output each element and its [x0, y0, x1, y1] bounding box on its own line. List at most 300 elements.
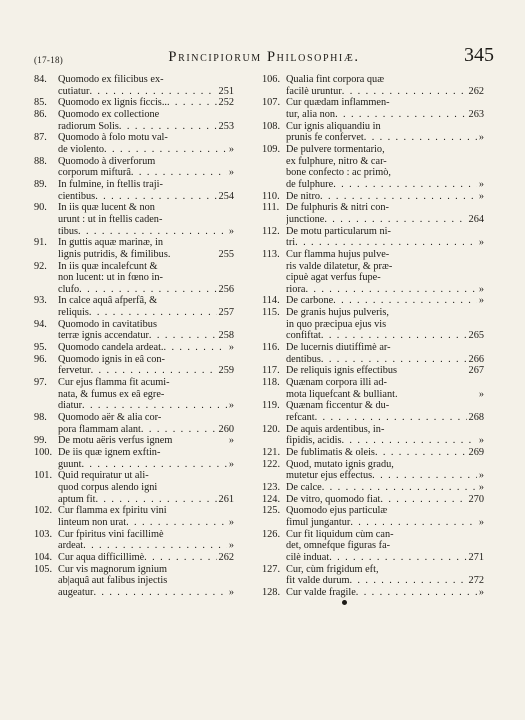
entry-number: 111. — [262, 202, 280, 214]
entry-text: Qualia fint corpora quæ — [286, 74, 385, 85]
entry-page-ref: 269 — [468, 447, 484, 458]
entry-text: dentibus — [286, 353, 321, 365]
entry-text: fipidis, acidis — [286, 435, 342, 447]
entry-page-ref: » — [228, 540, 234, 552]
dot-leader — [95, 191, 216, 203]
dot-leader — [321, 354, 467, 366]
entry-number: 89. — [34, 178, 47, 190]
index-entry — [262, 494, 484, 506]
entry-line — [286, 109, 484, 121]
entry-text: confiftat — [286, 330, 321, 342]
entry-page-ref: » — [228, 516, 234, 528]
entry-text: tri — [286, 237, 296, 249]
entry-page-ref: » — [228, 167, 234, 179]
entry-text: ab|aquâ aut falibus injectis — [58, 575, 168, 587]
entry-line — [58, 226, 234, 238]
entry-text: de fulphure — [286, 178, 334, 190]
entry-number: 107. — [262, 97, 281, 109]
dot-leader — [104, 144, 227, 156]
entry-line — [58, 191, 234, 203]
entry-text: tibus — [58, 225, 79, 237]
entry-line — [286, 167, 484, 179]
dot-leader — [149, 330, 217, 342]
entry-text: nata, & fumus ex eâ egre- — [58, 388, 165, 400]
entry-text: ris valde dilatetur, & præ- — [286, 260, 393, 272]
entry-number: 98. — [34, 412, 47, 424]
entry-page-ref: 255 — [218, 248, 234, 260]
dot-leader — [320, 191, 477, 203]
entry-text: junctione — [286, 213, 325, 225]
index-entry — [262, 249, 484, 296]
entry-text: facilè uruntur — [286, 85, 342, 97]
entry-text: cipuè agat verfus fupe- — [286, 272, 381, 284]
entry-line — [58, 540, 234, 552]
index-entry — [34, 435, 234, 447]
entry-page-ref: » — [478, 481, 484, 493]
entry-number: 90. — [34, 202, 47, 214]
entry-page-ref: 268 — [468, 412, 484, 424]
dot-leader — [333, 295, 477, 307]
entry-text: Quomodo aër & alia cor- — [58, 412, 162, 424]
entry-text: De pulvere tormentario, — [286, 143, 385, 155]
index-entry — [34, 354, 234, 377]
entry-number: 128. — [262, 586, 281, 598]
entry-line — [286, 424, 484, 436]
entry-line — [286, 552, 484, 564]
entry-page-ref: 260 — [218, 423, 234, 435]
entry-line — [58, 412, 234, 424]
dot-leader — [89, 307, 217, 319]
entry-line — [58, 249, 234, 261]
entry-number: 116. — [262, 342, 280, 354]
entry-page-ref: » — [478, 435, 484, 447]
entry-line — [58, 575, 234, 587]
entry-text: diatur — [58, 400, 83, 412]
entry-page-ref: » — [478, 388, 484, 400]
entry-page-ref: 272 — [468, 575, 484, 587]
dot-leader — [91, 365, 217, 377]
entry-line — [286, 86, 484, 98]
index-entry — [262, 529, 484, 564]
entry-text: Cur ignis aliquandiu in — [286, 120, 381, 132]
entry-page-ref: 254 — [218, 190, 234, 202]
entry-text: radiorum Solis — [58, 120, 119, 132]
entry-text: De aquis ardentibus, in- — [286, 423, 385, 435]
entry-text: Quomodo ejus particulæ — [286, 505, 388, 517]
index-entry — [262, 295, 484, 307]
entry-line — [286, 284, 484, 296]
dot-leader — [341, 435, 476, 447]
entry-page-ref: 252 — [218, 97, 234, 109]
entry-text: Quomodo ex lignis ficcis.. — [58, 97, 167, 109]
entry-line — [286, 389, 484, 401]
entry-text: Cur fpiritus vini facillimè — [58, 528, 164, 540]
entry-text: Cur flamma ex fpiritu vini — [58, 505, 167, 517]
entry-text: ardeat — [58, 540, 84, 552]
dot-leader — [324, 214, 466, 226]
entry-text: De fublimatis & oleis — [286, 447, 375, 458]
page-header — [34, 44, 494, 71]
entry-line — [286, 587, 484, 599]
entry-number: 123. — [262, 481, 281, 493]
dot-leader — [329, 552, 466, 564]
dot-leader — [167, 97, 217, 109]
index-entry — [262, 377, 484, 400]
entry-line — [286, 121, 484, 133]
entry-page-ref: » — [478, 470, 484, 482]
entry-text: De carbone — [286, 295, 334, 307]
entry-number: 84. — [34, 74, 47, 85]
index-entry — [262, 121, 484, 144]
entry-text: mutetur ejus effectus — [286, 470, 373, 482]
entry-page-ref: 251 — [218, 85, 234, 97]
entry-number: 114. — [262, 295, 280, 307]
dot-leader — [350, 517, 476, 529]
entry-number: 100. — [34, 447, 53, 458]
entry-text: In fulmine, in ftellis traji- — [58, 178, 163, 190]
page-number: 345 — [464, 44, 494, 66]
dot-leader — [322, 482, 477, 494]
entry-line — [58, 389, 234, 401]
entry-text: non lucent: ut in fœno in- — [58, 272, 163, 284]
dot-leader — [375, 447, 467, 459]
dot-leader — [315, 412, 467, 424]
entry-text: Cur, cùm frigidum eft, — [286, 563, 379, 575]
entry-line — [58, 144, 234, 156]
entry-line — [286, 307, 484, 319]
entry-page-ref: 262 — [468, 85, 484, 97]
entry-line — [286, 529, 484, 541]
entry-text: De calce — [286, 481, 322, 493]
entry-number: 104. — [34, 551, 53, 563]
entry-number: 119. — [262, 400, 280, 412]
entry-text: Quomodo ex collectione — [58, 108, 160, 120]
dot-leader — [380, 494, 466, 506]
entry-line — [58, 261, 234, 273]
entry-text: In guttis aquæ marinæ, in — [58, 237, 163, 249]
entry-text: mota liquefcant & bulliant. — [286, 388, 398, 400]
entry-number: 101. — [34, 470, 53, 482]
entry-text: Quomodo ex filicibus ex- — [58, 74, 164, 85]
entry-line — [58, 354, 234, 366]
index-entry — [34, 97, 234, 109]
entry-line — [58, 97, 234, 109]
index-entry — [34, 237, 234, 260]
entry-text: De motu aëris verfus ignem — [58, 435, 173, 447]
index-entry — [34, 132, 234, 155]
entry-number: 86. — [34, 108, 47, 120]
entry-number: 120. — [262, 423, 281, 435]
entry-text: Quomodo candela ardeat. — [58, 342, 164, 354]
entry-line — [58, 74, 234, 86]
entry-number: 127. — [262, 563, 281, 575]
index-entry — [34, 342, 234, 354]
entry-line — [286, 365, 484, 377]
entry-number: 103. — [34, 528, 53, 540]
dot-leader — [333, 179, 477, 191]
index-entry — [262, 447, 484, 459]
entry-text: cilè induat — [286, 551, 330, 563]
entry-text: fit valde durum — [286, 575, 350, 587]
entry-line — [58, 505, 234, 517]
entry-text: De reliquis ignis effectibus — [286, 365, 398, 377]
entry-text: terræ ignis accendatur — [58, 330, 149, 342]
entry-page-ref: » — [478, 586, 484, 598]
entry-text: linteum non urat — [58, 516, 127, 528]
entry-text: refcant — [286, 412, 315, 424]
dot-leader — [78, 226, 227, 238]
entry-number: 97. — [34, 377, 47, 389]
dot-leader — [144, 552, 216, 564]
entry-page-ref: » — [228, 400, 234, 412]
entry-number: 113. — [262, 248, 280, 260]
entry-text: Quomodo in cavitatibus — [58, 318, 157, 330]
dot-leader — [131, 167, 227, 179]
entry-line — [58, 447, 234, 459]
entry-text: cientibus — [58, 190, 96, 202]
entry-line — [58, 470, 234, 482]
entry-text: cutiatur — [58, 85, 90, 97]
entry-line — [58, 121, 234, 133]
entry-line — [58, 482, 234, 494]
dot-leader — [364, 132, 477, 144]
dot-leader — [372, 470, 477, 482]
entry-text: fimul jungantur — [286, 516, 351, 528]
entry-text: in quo præcipua ejus vis — [286, 318, 387, 330]
entry-number: 87. — [34, 132, 47, 144]
entry-page-ref: 259 — [218, 365, 234, 377]
index-entry — [34, 377, 234, 412]
entry-line — [286, 459, 484, 471]
entry-text: corporum mifturâ — [58, 167, 131, 179]
index-entry — [34, 412, 234, 435]
entry-text: lignis putridis, & fimilibus. — [58, 248, 171, 260]
entry-text: De motu particularum ni- — [286, 225, 391, 237]
entry-line — [286, 400, 484, 412]
entry-number: 85. — [34, 97, 47, 109]
entry-number: 117. — [262, 365, 280, 377]
index-entry — [34, 529, 234, 552]
entry-text: De granis hujus pulveris, — [286, 307, 389, 319]
entry-text: prunis fe confervet — [286, 132, 364, 144]
entry-line — [58, 552, 234, 564]
entry-number: 91. — [34, 237, 47, 249]
dot-leader — [305, 284, 476, 296]
entry-number: 102. — [34, 505, 53, 517]
entry-page-ref: » — [478, 178, 484, 190]
entry-line — [286, 214, 484, 226]
entry-text: det, omnefque figuras fa- — [286, 540, 391, 552]
entry-number: 125. — [262, 505, 281, 517]
entry-number: 121. — [262, 447, 281, 458]
entry-page-ref: » — [228, 143, 234, 155]
entry-line — [286, 144, 484, 156]
index-entry — [34, 470, 234, 505]
entry-page-ref: 265 — [468, 330, 484, 342]
entry-line — [286, 517, 484, 529]
entry-line — [58, 342, 234, 354]
entry-line — [58, 237, 234, 249]
entry-number: 118. — [262, 377, 280, 389]
entry-text: clufo — [58, 283, 80, 295]
entry-text: quod corpus alendo igni — [58, 481, 158, 493]
entry-line — [58, 424, 234, 436]
index-entry — [262, 202, 484, 225]
entry-number: 122. — [262, 458, 281, 470]
index-entry — [34, 447, 234, 470]
entry-text: augeatur — [58, 586, 94, 598]
entry-page-ref: 263 — [468, 108, 484, 120]
entry-line — [286, 272, 484, 284]
entry-line — [286, 482, 484, 494]
entry-line — [286, 226, 484, 238]
index-entry — [262, 226, 484, 249]
dot-leader — [164, 342, 227, 354]
entry-line — [58, 214, 234, 226]
entry-line — [286, 470, 484, 482]
entry-line — [286, 377, 484, 389]
entry-text: Cur quædam inflammen- — [286, 97, 390, 109]
entry-line — [286, 202, 484, 214]
entry-text: Quomodo à diverforum — [58, 155, 156, 167]
entry-page-ref: 257 — [218, 307, 234, 319]
entry-line — [58, 517, 234, 529]
index-entry — [34, 179, 234, 202]
dot-leader — [321, 330, 467, 342]
entry-text: Quænam ficcentur & du- — [286, 400, 390, 412]
entry-text: Quid requiratur ut ali- — [58, 470, 149, 482]
dot-leader — [126, 517, 227, 529]
entry-number: 94. — [34, 318, 47, 330]
entry-line — [286, 435, 484, 447]
index-entry — [34, 319, 234, 342]
dot-leader — [356, 587, 477, 599]
entry-line — [286, 237, 484, 249]
index-entry — [34, 261, 234, 296]
entry-text: fervetur — [58, 365, 91, 377]
dot-leader — [83, 540, 227, 552]
entry-line — [286, 354, 484, 366]
entry-text: Cur vis magnorum ignium — [58, 563, 167, 575]
index-entry — [34, 295, 234, 318]
entry-page-ref: » — [478, 516, 484, 528]
index-entry — [262, 74, 484, 97]
entry-page-ref: 264 — [468, 213, 484, 225]
entry-number: 105. — [34, 563, 53, 575]
entry-page-ref: 258 — [218, 330, 234, 342]
entry-line — [58, 202, 234, 214]
entry-number: 108. — [262, 120, 281, 132]
dot-leader — [342, 86, 467, 98]
entry-line — [58, 459, 234, 471]
entry-line — [286, 494, 484, 506]
entry-line — [58, 295, 234, 307]
entry-line — [58, 365, 234, 377]
entry-number: 99. — [34, 435, 47, 447]
entry-page-ref: » — [478, 237, 484, 249]
index-entry — [262, 564, 484, 587]
entry-line — [58, 167, 234, 179]
entry-line — [286, 412, 484, 424]
index-entry — [34, 564, 234, 599]
entry-number: 112. — [262, 225, 280, 237]
index-entry — [262, 587, 484, 599]
entry-text: In iis quæ incalefcunt & — [58, 260, 158, 272]
entry-page-ref: » — [478, 132, 484, 144]
entry-line — [58, 377, 234, 389]
entry-number: 106. — [262, 74, 281, 85]
entry-text: Quomodo à folo motu val- — [58, 132, 168, 144]
entry-line — [58, 400, 234, 412]
index-entry — [262, 342, 484, 365]
entry-number: 88. — [34, 155, 47, 167]
entry-text: De vitro, quomodo fiat — [286, 493, 381, 505]
entry-line — [286, 319, 484, 331]
entry-text: guunt — [58, 458, 82, 470]
entry-number: 124. — [262, 493, 281, 505]
entry-number: 96. — [34, 353, 47, 365]
entry-number: 95. — [34, 342, 47, 354]
entry-text: bone confecto : ac primò, — [286, 167, 391, 179]
entry-line — [58, 132, 234, 144]
entry-line — [286, 575, 484, 587]
entry-line — [286, 540, 484, 552]
index-entry — [262, 365, 484, 377]
entry-line — [286, 330, 484, 342]
index-entry — [262, 482, 484, 494]
entry-text: In calce aquâ afperfâ, & — [58, 295, 158, 307]
dot-leader — [81, 459, 226, 471]
entry-page-ref: » — [228, 458, 234, 470]
entry-line — [58, 435, 234, 447]
entry-number: 110. — [262, 190, 280, 202]
index-entry — [262, 144, 484, 191]
index-entry — [262, 505, 484, 528]
entry-page-ref: 256 — [218, 283, 234, 295]
entry-text: De lucernis diutiffimè ar- — [286, 342, 391, 354]
entry-page-ref: 262 — [218, 551, 234, 563]
entry-text: Cur aqua difficillimè — [58, 551, 145, 563]
index-entry — [34, 156, 234, 179]
dot-leader — [79, 284, 216, 296]
entry-line — [58, 319, 234, 331]
dot-leader — [93, 587, 226, 599]
entry-page-ref: 261 — [218, 493, 234, 505]
entry-number: 109. — [262, 143, 281, 155]
entry-line — [286, 342, 484, 354]
dot-leader — [95, 494, 216, 506]
entry-line — [286, 191, 484, 203]
entry-page-ref: 267 — [468, 365, 484, 377]
entry-line — [58, 272, 234, 284]
entry-text: Quod, mutato ignis gradu, — [286, 458, 394, 470]
dot-leader — [295, 237, 477, 249]
index-entry — [262, 459, 484, 482]
entry-line — [286, 156, 484, 168]
dot-leader — [141, 424, 217, 436]
running-title: Principiorum Philosophiæ. — [168, 49, 360, 65]
entry-text: aptum fit — [58, 493, 96, 505]
entry-line — [58, 564, 234, 576]
dot-leader — [89, 86, 216, 98]
entry-page-ref: 266 — [468, 353, 484, 365]
entry-number: 115. — [262, 307, 280, 319]
entry-text: De nitro — [286, 190, 321, 202]
entry-line — [58, 307, 234, 319]
entry-text: pora flammam alant — [58, 423, 141, 435]
entry-page-ref: » — [228, 435, 234, 447]
entry-text: De fulphuris & nitri con- — [286, 202, 389, 214]
